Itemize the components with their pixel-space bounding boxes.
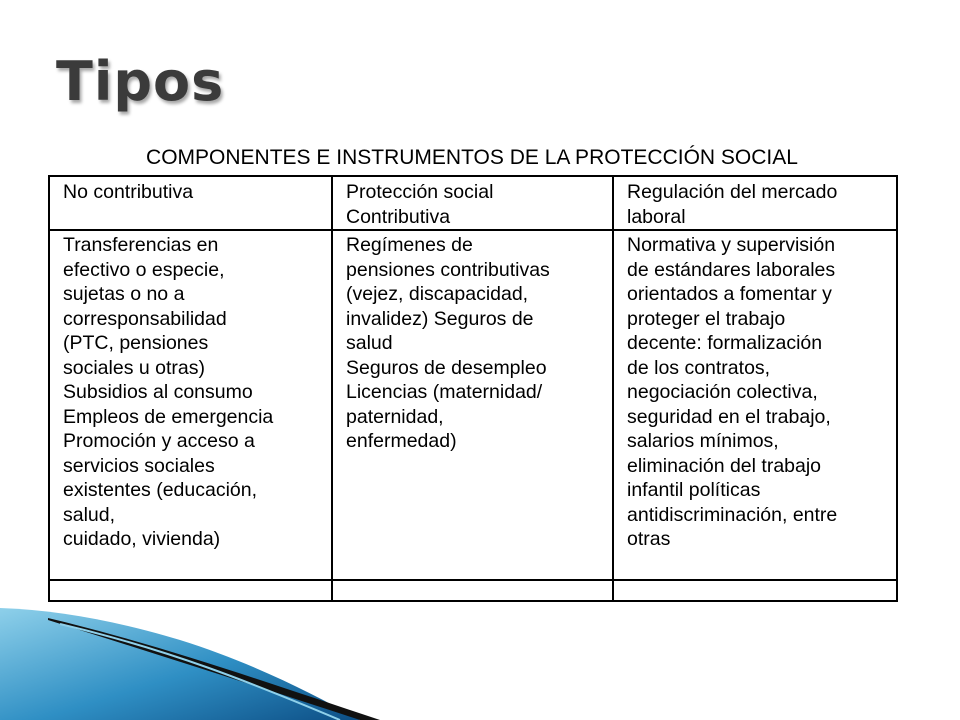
cell-line: de estándares laborales bbox=[627, 258, 836, 281]
protection-table bbox=[48, 175, 898, 602]
cell-line: pensiones contributivas bbox=[346, 258, 550, 281]
cell-line: otras bbox=[627, 528, 671, 550]
cell-line: de los contratos, bbox=[627, 356, 771, 379]
empty-cell bbox=[332, 580, 613, 601]
cell-line: Transferencias en bbox=[63, 234, 219, 256]
cell-line: existentes (educación, bbox=[63, 479, 258, 501]
cell-line: orientados a fomentar y bbox=[627, 283, 832, 305]
cell-line: seguridad en el trabajo, bbox=[627, 405, 831, 428]
cell-line: enfermedad) bbox=[346, 430, 457, 452]
cell-line: (PTC, pensiones bbox=[63, 332, 209, 354]
table-empty-row bbox=[49, 580, 897, 601]
cell-line: salarios mínimos, bbox=[627, 430, 779, 452]
empty-cell bbox=[49, 580, 332, 601]
cell-line: servicios sociales bbox=[63, 454, 215, 477]
cell-line: Regímenes de bbox=[346, 234, 473, 256]
cell-line: antidiscriminación, entre bbox=[627, 503, 838, 526]
cell-line: eliminación del trabajo bbox=[627, 454, 822, 477]
cell-line: cuidado, vivienda) bbox=[63, 528, 221, 550]
cell-line: Subsidios al consumo bbox=[63, 381, 253, 403]
cell-line: Licencias (maternidad/ bbox=[346, 381, 543, 403]
header-cell bbox=[613, 176, 897, 230]
cell-line: sociales u otras) bbox=[63, 356, 205, 379]
cell-line: Empleos de emergencia bbox=[63, 405, 274, 428]
cell-line: salud bbox=[346, 332, 393, 354]
cell-line: paternidad, bbox=[346, 405, 444, 428]
column-no-contributiva bbox=[49, 230, 332, 580]
table-header-row bbox=[49, 176, 897, 230]
column-contributiva bbox=[332, 230, 613, 580]
table-body-row bbox=[49, 230, 897, 580]
wave-fill bbox=[0, 608, 360, 720]
header-no-contributiva: No contributiva bbox=[63, 181, 194, 203]
slide-title: Tipos bbox=[56, 50, 225, 113]
cell-line: infantil políticas bbox=[627, 479, 761, 501]
cell-line: efectivo o especie, bbox=[63, 258, 225, 281]
header-contributiva: Protección social Contributiva bbox=[346, 181, 494, 228]
empty-cell bbox=[613, 580, 897, 601]
table-caption: COMPONENTES E INSTRUMENTOS DE LA PROTECCIÓN SOCIAL bbox=[146, 146, 798, 169]
decorative-wave bbox=[0, 600, 960, 720]
cell-line: invalidez) Seguros de bbox=[346, 307, 534, 330]
header-cell bbox=[332, 176, 613, 230]
cell-line: Seguros de desempleo bbox=[346, 356, 547, 379]
cell-line: sujetas o no a bbox=[63, 283, 185, 305]
cell-line: Normativa y supervisión bbox=[627, 234, 836, 256]
header-cell bbox=[49, 176, 332, 230]
header-regulacion: Regulación del mercado laboral bbox=[627, 181, 838, 228]
cell-line: proteger el trabajo bbox=[627, 307, 786, 330]
cell-line: (vejez, discapacidad, bbox=[346, 283, 529, 305]
cell-line: decente: formalización bbox=[627, 332, 823, 354]
cell-line: corresponsabilidad bbox=[63, 307, 227, 330]
cell-line: Promoción y acceso a bbox=[63, 430, 255, 452]
column-regulacion bbox=[613, 230, 897, 580]
cell-line: negociación colectiva, bbox=[627, 381, 818, 403]
cell-line: salud, bbox=[63, 503, 116, 526]
